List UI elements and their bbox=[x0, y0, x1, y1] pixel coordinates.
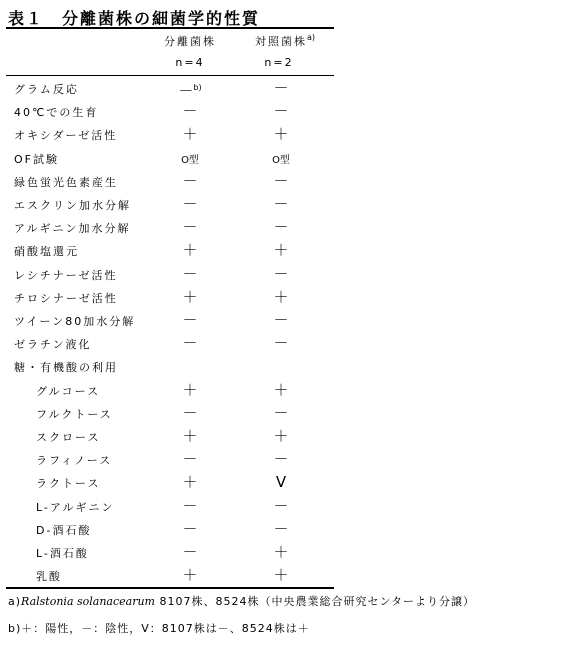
col1-n: n=4 bbox=[175, 56, 205, 69]
row-label: フルクトース bbox=[36, 407, 113, 421]
isolate-value bbox=[170, 195, 210, 213]
control-value bbox=[261, 427, 301, 445]
cell-text: ＋ bbox=[273, 125, 289, 144]
isolate-value bbox=[170, 450, 210, 468]
control-value bbox=[261, 241, 301, 259]
cell-text: ＋ bbox=[182, 473, 198, 492]
table-row bbox=[14, 79, 334, 99]
isolate-value bbox=[170, 381, 210, 399]
cell-text: － bbox=[273, 403, 289, 422]
cell-text: － bbox=[182, 450, 198, 469]
cell-text: － bbox=[182, 264, 198, 283]
isolate-value bbox=[170, 172, 210, 190]
table-row bbox=[14, 520, 334, 540]
isolate-value bbox=[170, 152, 210, 170]
table-row bbox=[14, 543, 334, 563]
row-label: L-アルギニン bbox=[36, 500, 115, 514]
row-label: スクロース bbox=[36, 431, 101, 444]
cell-text: － bbox=[182, 195, 198, 213]
cell-text: － bbox=[182, 218, 198, 237]
col2-header-label: 対照菌株 bbox=[254, 35, 307, 48]
row-label: 硝酸塩還元 bbox=[14, 245, 79, 259]
cell-text: ＋ bbox=[273, 380, 289, 399]
cell-text: － bbox=[178, 82, 194, 100]
table-row bbox=[14, 102, 334, 122]
table-row bbox=[14, 241, 334, 261]
col2-header-note: a) bbox=[306, 33, 316, 42]
cell-text: ＋ bbox=[182, 427, 198, 445]
control-value bbox=[261, 404, 301, 422]
cell-text: － bbox=[182, 496, 198, 515]
cell-text: － bbox=[273, 334, 289, 353]
row-label: レシチナーゼ活性 bbox=[14, 268, 118, 282]
row-label: ツイーン80加水分解 bbox=[14, 315, 136, 328]
table-row bbox=[14, 334, 334, 354]
table-row bbox=[14, 381, 334, 401]
isolate-value bbox=[170, 543, 210, 561]
row-label: D-酒石酸 bbox=[36, 523, 92, 537]
row-label: アルギニン加水分解 bbox=[14, 222, 131, 236]
row-label: ラフィノース bbox=[36, 454, 113, 468]
table-row bbox=[14, 450, 334, 470]
control-value bbox=[261, 195, 301, 213]
row-label: オキシダーゼ活性 bbox=[14, 129, 118, 143]
cell-text: ＋ bbox=[182, 566, 198, 585]
table-row bbox=[14, 473, 334, 493]
cell-text: － bbox=[182, 543, 198, 561]
row-label: グルコース bbox=[36, 384, 101, 398]
cell-text: － bbox=[273, 496, 289, 515]
control-value bbox=[261, 473, 301, 491]
col2-n: n=2 bbox=[264, 56, 294, 69]
footnote-a-species: Ralstonia solanacearum bbox=[21, 595, 155, 608]
table-row bbox=[14, 265, 334, 285]
table-row bbox=[14, 404, 334, 424]
cell-text: － bbox=[273, 519, 289, 538]
isolate-value bbox=[170, 473, 210, 491]
cell-text: ＋ bbox=[273, 241, 289, 260]
cell-text: ＋ bbox=[182, 241, 198, 260]
table-row bbox=[14, 125, 334, 145]
cell-text: O型 bbox=[181, 154, 199, 166]
table-row bbox=[14, 149, 334, 169]
isolate-value bbox=[170, 265, 210, 283]
control-value bbox=[261, 450, 301, 468]
row-label: ラクトース bbox=[36, 477, 101, 491]
control-value bbox=[261, 520, 301, 538]
control-value bbox=[261, 311, 301, 329]
table-top-rule bbox=[6, 27, 334, 29]
control-value bbox=[261, 566, 301, 584]
isolate-value bbox=[170, 218, 210, 236]
row-label: OF試験 bbox=[14, 152, 59, 166]
row-label: チロシナーゼ活性 bbox=[14, 291, 118, 305]
table-header-rule bbox=[6, 75, 334, 76]
table-row bbox=[14, 218, 334, 238]
control-value bbox=[261, 381, 301, 399]
isolate-value bbox=[170, 79, 210, 100]
control-value bbox=[261, 288, 301, 306]
cell-text: － bbox=[182, 403, 198, 422]
control-value bbox=[261, 79, 301, 97]
control-value bbox=[261, 172, 301, 190]
isolate-value bbox=[170, 404, 210, 422]
cell-text: － bbox=[182, 102, 198, 121]
cell-text: － bbox=[182, 171, 198, 190]
cell-text: － bbox=[273, 195, 289, 213]
row-label: 乳酸 bbox=[36, 570, 62, 584]
row-label: グラム反応 bbox=[14, 83, 79, 96]
col1-header: 分離菌株 bbox=[164, 35, 216, 48]
table-row bbox=[14, 195, 334, 215]
cell-text: ＋ bbox=[273, 566, 289, 585]
cell-note: b) bbox=[193, 83, 202, 92]
table-row bbox=[14, 427, 334, 447]
table-bottom-rule bbox=[6, 587, 334, 589]
cell-text: V bbox=[275, 473, 287, 492]
isolate-value bbox=[170, 311, 210, 329]
cell-text: ＋ bbox=[182, 380, 198, 399]
isolate-value bbox=[170, 125, 210, 143]
footnote-a-label: a) bbox=[8, 595, 22, 608]
cell-text: － bbox=[273, 218, 289, 237]
isolate-value bbox=[170, 566, 210, 584]
table-row bbox=[14, 311, 334, 331]
col2-header bbox=[240, 33, 330, 49]
isolate-value bbox=[170, 241, 210, 259]
footnote-b: b)＋：陽性，－：陰性，V：8107株は－、8524株は＋ bbox=[8, 622, 310, 635]
cell-text: － bbox=[182, 519, 198, 538]
isolate-value bbox=[170, 102, 210, 120]
control-value bbox=[261, 152, 301, 170]
control-value bbox=[261, 265, 301, 283]
cell-text: － bbox=[273, 171, 289, 190]
row-label: エスクリン加水分解 bbox=[14, 199, 131, 212]
table-row bbox=[14, 172, 334, 192]
cell-text: ＋ bbox=[182, 125, 198, 144]
cell-text: O型 bbox=[272, 154, 290, 166]
control-value bbox=[261, 334, 301, 352]
cell-text: － bbox=[273, 264, 289, 283]
control-value bbox=[261, 125, 301, 143]
cell-text: － bbox=[273, 79, 289, 97]
table-row bbox=[14, 357, 334, 377]
cell-text: ＋ bbox=[273, 427, 289, 445]
table-row bbox=[14, 497, 334, 517]
control-value bbox=[261, 102, 301, 120]
control-value bbox=[261, 497, 301, 515]
control-value bbox=[261, 218, 301, 236]
row-label: 40℃での生育 bbox=[14, 106, 99, 120]
isolate-value bbox=[170, 520, 210, 538]
row-label: ゼラチン液化 bbox=[14, 338, 92, 352]
isolate-value bbox=[170, 427, 210, 445]
isolate-value bbox=[170, 497, 210, 515]
isolate-value bbox=[170, 288, 210, 306]
cell-text: － bbox=[182, 334, 198, 353]
row-label: 緑色蛍光色素産生 bbox=[14, 175, 118, 189]
row-label: 糖・有機酸の利用 bbox=[14, 361, 118, 375]
table-title: 表１ 分離菌株の細菌学的性質 bbox=[8, 9, 261, 28]
row-label: L-酒石酸 bbox=[36, 547, 89, 560]
cell-text: － bbox=[182, 311, 198, 329]
footnote-a-text: 8107株、8524株（中央農業総合研究センターより分譲） bbox=[159, 595, 476, 608]
cell-text: － bbox=[273, 311, 289, 329]
table-row bbox=[14, 288, 334, 308]
table-row bbox=[14, 566, 334, 586]
cell-text: ＋ bbox=[273, 287, 289, 306]
control-value bbox=[261, 543, 301, 561]
cell-text: － bbox=[273, 450, 289, 469]
cell-text: ＋ bbox=[182, 287, 198, 306]
isolate-value bbox=[170, 334, 210, 352]
cell-text: － bbox=[273, 102, 289, 121]
footnote-a bbox=[8, 593, 475, 609]
cell-text: ＋ bbox=[273, 543, 289, 561]
